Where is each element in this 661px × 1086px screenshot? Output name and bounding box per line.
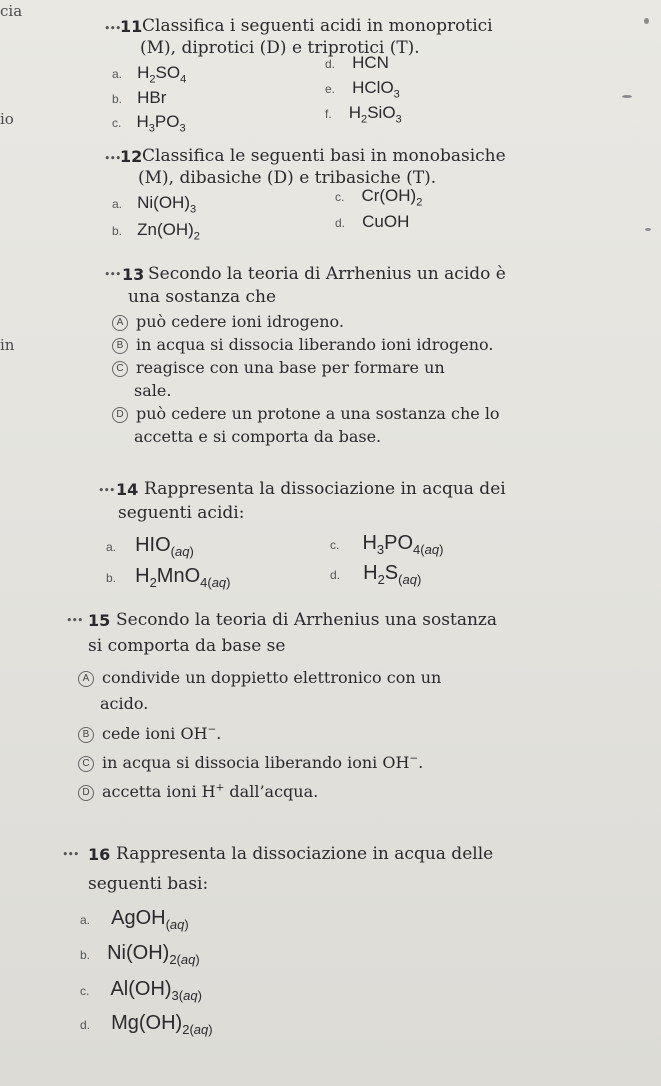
question-number: 12 <box>120 147 143 166</box>
chemical-formula: $Zn(OH)_2$ <box>137 220 200 243</box>
question-number: 16 <box>88 845 111 864</box>
option-row <box>106 565 231 590</box>
answer-option <box>78 782 318 801</box>
chemical-formula: $H_2SiO_3$ <box>348 103 402 126</box>
option-text-continuation: accetta e si comporta da base. <box>134 427 382 446</box>
option-text: può cedere ioni idrogeno. <box>136 312 344 331</box>
option-row <box>80 978 202 1003</box>
difficulty-dots: ••• <box>104 152 121 165</box>
option-row <box>112 112 186 134</box>
difficulty-dots: ••• <box>98 484 115 497</box>
option-row <box>80 907 189 932</box>
chemical-formula: $H_2SO_4$ <box>137 63 187 86</box>
option-letter: c. <box>112 116 122 130</box>
option-letter: d. <box>325 57 336 71</box>
margin-fragment: cia <box>0 2 23 20</box>
question-text: Rappresenta la dissociazione in acqua dei <box>144 479 506 499</box>
question-text: (M), dibasiche (D) e tribasiche (T). <box>138 168 437 188</box>
answer-option <box>78 668 441 687</box>
chemical-formula: CuOH <box>362 212 410 231</box>
option-circle: B <box>112 338 128 354</box>
question-text: Classifica le seguenti basi in monobasiche <box>142 146 506 166</box>
option-text: reagisce con una base per formare un <box>136 358 445 377</box>
answer-option <box>112 404 500 423</box>
chemical-formula: HCN <box>352 53 389 72</box>
answer-option <box>78 753 423 772</box>
option-letter: b. <box>80 948 91 962</box>
option-letter: a. <box>112 197 123 211</box>
option-row <box>112 88 166 108</box>
margin-fragment: io <box>0 110 14 128</box>
chemical-formula: $Ni(OH)_3$ <box>137 193 197 216</box>
option-row <box>112 220 200 242</box>
option-letter: d. <box>80 1018 91 1032</box>
option-row <box>80 1012 213 1037</box>
option-text: accetta ioni H+ dall’acqua. <box>102 782 319 802</box>
option-circle: D <box>112 407 128 423</box>
question-text: si comporta da base se <box>88 636 286 656</box>
option-circle: B <box>78 727 94 743</box>
chemical-formula: $H_2MnO_{4(aq)}$ <box>135 565 231 590</box>
option-letter: d. <box>335 216 346 230</box>
option-text: in acqua si dissocia liberando ioni OH−. <box>102 753 424 773</box>
question-text: Secondo la teoria di Arrhenius un acido è <box>148 264 506 284</box>
option-letter: a. <box>80 913 91 927</box>
chemical-formula: $H_3PO_3$ <box>136 112 186 135</box>
option-row <box>325 78 400 100</box>
option-letter: c. <box>80 984 90 998</box>
option-circle: A <box>78 671 94 687</box>
question-text: Classifica i seguenti acidi in monoprotici <box>142 16 493 36</box>
chemical-formula: $Ni(OH)_{2(aq)}$ <box>107 942 200 967</box>
answer-option <box>78 724 221 743</box>
option-text: condivide un doppietto elettronico con un <box>102 668 442 687</box>
option-text: può cedere un protone a una sostanza che lo <box>136 404 500 423</box>
chemical-formula: $HIO_{(aq)}$ <box>135 534 194 559</box>
difficulty-dots: ••• <box>104 268 121 281</box>
option-row <box>335 186 422 208</box>
option-text-continuation: sale. <box>134 381 172 400</box>
chemical-formula: HBr <box>137 88 167 107</box>
option-circle: C <box>112 361 128 377</box>
option-row <box>112 63 186 85</box>
question-text: seguenti basi: <box>88 874 209 894</box>
option-text: cede ioni OH−. <box>102 724 222 744</box>
difficulty-dots: ••• <box>62 848 79 861</box>
question-text: (M), diprotici (D) e triprotici (T). <box>140 38 420 58</box>
chemical-formula: $Cr(OH)_2$ <box>361 186 423 209</box>
chemical-formula: $H_3PO_{4(aq)}$ <box>362 532 444 557</box>
option-letter: d. <box>330 568 341 582</box>
question-text: Rappresenta la dissociazione in acqua delle <box>116 844 494 864</box>
option-letter: a. <box>112 67 123 81</box>
option-letter: f. <box>325 107 332 121</box>
edge-mark <box>622 95 632 98</box>
question-number: 13 <box>122 265 145 284</box>
option-circle: A <box>112 315 128 331</box>
question-text: una sostanza che <box>128 287 277 307</box>
difficulty-dots: ••• <box>104 22 121 35</box>
option-letter: a. <box>106 540 117 554</box>
option-row <box>80 942 200 967</box>
option-letter: e. <box>325 82 336 96</box>
edge-mark <box>645 228 651 231</box>
option-row <box>325 103 402 125</box>
answer-option <box>112 335 493 354</box>
answer-option <box>112 358 445 377</box>
question-text: seguenti acidi: <box>118 503 245 523</box>
chemical-formula: AgOH$_{(aq)}$ <box>111 907 189 932</box>
margin-fragment: in <box>0 336 15 354</box>
option-letter: b. <box>112 92 123 106</box>
question-number: 11 <box>120 17 143 36</box>
option-row <box>335 212 409 232</box>
chemical-formula: $Mg(OH)_{2(aq)}$ <box>111 1012 213 1037</box>
answer-option <box>112 312 344 331</box>
chemical-formula: $Al(OH)_{3(aq)}$ <box>110 978 202 1003</box>
option-letter: b. <box>106 571 117 585</box>
difficulty-dots: ••• <box>66 614 83 627</box>
option-row <box>112 193 196 215</box>
option-text-continuation: acido. <box>100 694 149 713</box>
option-row <box>330 562 421 587</box>
question-number: 15 <box>88 611 111 630</box>
edge-mark <box>644 18 649 24</box>
chemical-formula: $H_2S_{(aq)}$ <box>363 562 422 587</box>
option-letter: b. <box>112 224 123 238</box>
option-text: in acqua si dissocia liberando ioni idrogeno. <box>136 335 494 354</box>
option-row <box>106 534 194 559</box>
option-row <box>325 53 389 73</box>
option-row <box>330 532 443 557</box>
option-circle: C <box>78 756 94 772</box>
chemical-formula: HClO$_3$ <box>352 78 400 101</box>
question-text: Secondo la teoria di Arrhenius una sostanza <box>116 610 497 630</box>
question-number: 14 <box>116 480 139 499</box>
option-circle: D <box>78 785 94 801</box>
option-letter: c. <box>330 538 340 552</box>
option-letter: c. <box>335 190 345 204</box>
